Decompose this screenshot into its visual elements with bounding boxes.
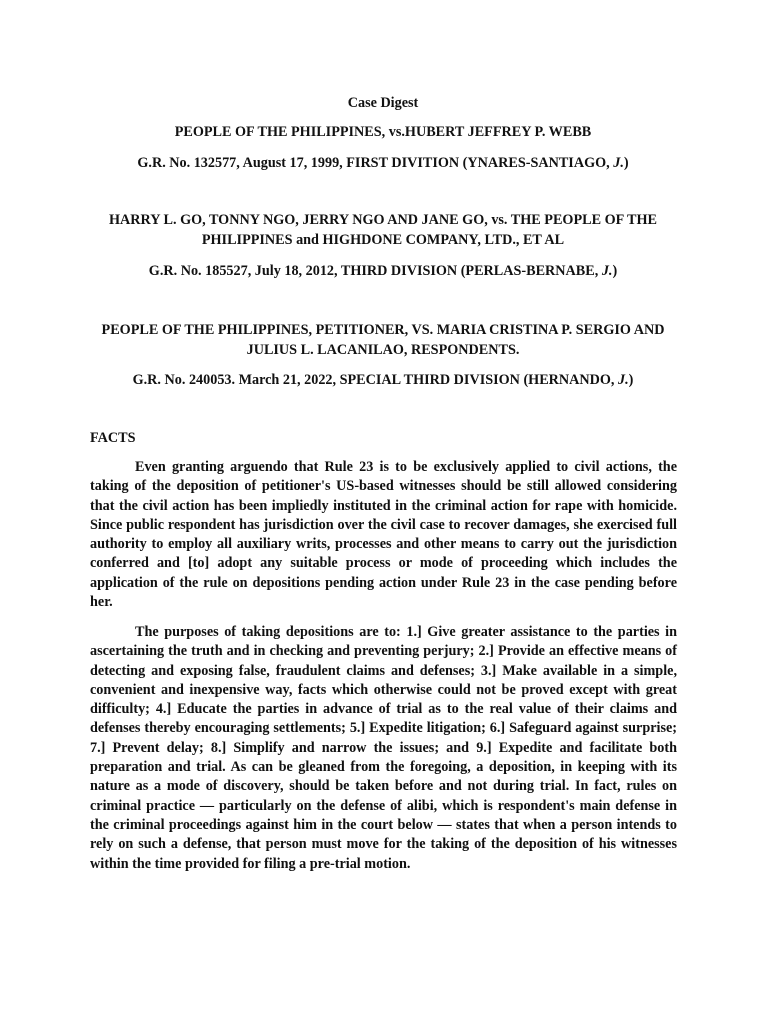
- case-1-judge-suffix: J.: [613, 155, 624, 171]
- case-1-title: PEOPLE OF THE PHILIPPINES, vs.HUBERT JEFFREY P. WEBB: [174, 124, 592, 140]
- case-3-title: PEOPLE OF THE PHILIPPINES, PETITIONER, VS. MARIA CRISTINA P. SERGIO AND JULIUS L. LACANILAO, RESPONDENTS.: [101, 322, 665, 358]
- facts-paragraph-1: Even granting arguendo that Rule 23 is to be exclusively applied to civil actions, the taking of the deposition of petitioner's US-based witnesses should be still allowed considering that the civil action has been impliedly instituted in the criminal action for rape with homicide. Since public respondent has jurisdiction over the civil case to recover damages, she exercised full authority to employ all auxiliary writs, processes and other means to carry out the jurisdiction conferred and [to] adopt any suitable process or mode of proceeding which includes the application of the rule on depositions pending action under Rule 23 in the case pending before her.: [90, 459, 677, 611]
- facts-paragraph-2: The purposes of taking depositions are to: 1.] Give greater assistance to the parties in ascertaining the truth and in checking and preventing perjury; 2.] Provide an effective means of detecting and exposing false, fraudulent claims and defenses; 3.] Make available in a simple, convenient and inexpensive way, facts which otherwise could not be proved except with great difficulty; 4.] Educate the parties in advance of trial as to the real value of their claims and defenses thereby encouraging settlements; 5.] Expedite litigation; 6.] Safeguard against surprise; 7.] Prevent delay; 8.] Simplify and narrow the issues; and 9.] Expedite and facilitate both preparation and trial. As can be gleaned from the foregoing, a deposition, in keeping with its nature as a mode of discovery, should be taken before and not during trial. In fact, rules on criminal practice — particularly on the defense of alibi, which is respondent's main defense in the criminal proceedings against him in the court below — states that when a person intends to rely on such a defense, that person must move for the taking of the deposition of his witnesses within the time provided for filing a pre-trial motion.: [90, 624, 677, 872]
- case-3-ref-end: ): [628, 372, 634, 388]
- document-heading: Case Digest: [347, 95, 419, 111]
- case-1-reference: [88, 153, 678, 173]
- case-2-ref-text: G.R. No. 185527, July 18, 2012, THIRD DIVISION (PERLAS-BERNABE,: [148, 263, 602, 279]
- case-3-judge-suffix: J.: [618, 372, 629, 388]
- case-2-reference: [88, 261, 678, 281]
- case-2-title: HARRY L. GO, TONNY NGO, JERRY NGO AND JANE GO, vs. THE PEOPLE OF THE PHILIPPINES and HIGHDONE COMPANY, LTD., ET AL: [108, 212, 658, 248]
- case-1-ref-end: ): [623, 155, 629, 171]
- case-3-ref-text: G.R. No. 240053. March 21, 2022, SPECIAL THIRD DIVISION (HERNANDO,: [132, 372, 619, 388]
- case-2-judge-suffix: J.: [601, 263, 613, 279]
- case-3-reference: [88, 370, 678, 390]
- case-1-ref-text: G.R. No. 132577, August 17, 1999, FIRST DIVITION (YNARES-SANTIAGO,: [137, 155, 614, 171]
- case-2-ref-end: ): [612, 263, 618, 279]
- facts-heading: FACTS: [90, 430, 136, 446]
